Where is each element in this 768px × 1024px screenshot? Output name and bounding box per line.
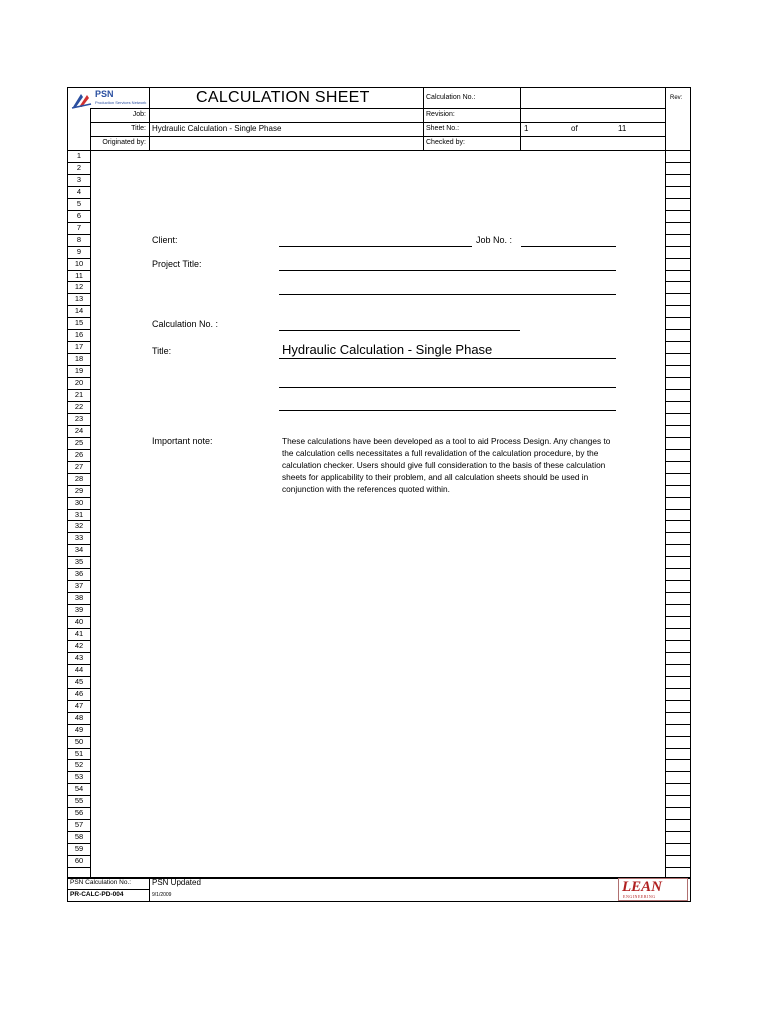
calc-no-body-label: Calculation No. : <box>152 319 219 329</box>
row-number: 26 <box>74 449 84 459</box>
row-number: 38 <box>74 593 84 603</box>
row-number: 12 <box>74 282 84 292</box>
row-number: 39 <box>74 605 84 615</box>
title-field[interactable]: Hydraulic Calculation - Single Phase <box>152 124 282 133</box>
title-label: Title: <box>131 125 146 132</box>
row-number: 7 <box>76 222 82 232</box>
row-number: 46 <box>74 688 84 698</box>
psn-calc-no-label: PSN Calculation No.: <box>70 879 132 886</box>
row-number: 48 <box>74 712 84 722</box>
psn-calc-no-value: PR-CALC-PD-004 <box>70 891 124 898</box>
row-number: 18 <box>74 354 84 364</box>
job-no-field[interactable] <box>521 246 616 247</box>
sheet-no-label: Sheet No.: <box>426 125 460 132</box>
row-number: 36 <box>74 569 84 579</box>
row-number: 60 <box>74 856 84 866</box>
important-note-label: Important note: <box>152 436 213 446</box>
psn-logo <box>71 90 147 110</box>
client-field[interactable] <box>279 246 472 247</box>
row-number: 51 <box>74 748 84 758</box>
row-number: 32 <box>74 521 84 531</box>
row-number: 34 <box>74 545 84 555</box>
row-number: 53 <box>74 772 84 782</box>
row-number: 22 <box>74 401 84 411</box>
important-note-text: These calculations have been developed as a tool to aid Process Design. Any changes to the calculation cells necessitates a full revalidation of the calculation procedure, by the calculation checker. Users should give full consideration to the basis of these calculation sheets for applicability to their problem, and all calculation sheets should be used in conjunction with the references quoted within. <box>282 436 611 494</box>
row-number: 50 <box>74 736 84 746</box>
row-number: 21 <box>74 390 84 399</box>
row-number: 13 <box>74 294 84 304</box>
row-number: 56 <box>74 808 84 818</box>
job-no-label: Job No. : <box>476 235 513 245</box>
row-number: 2 <box>76 162 82 172</box>
row-number: 58 <box>74 832 84 842</box>
row-number: 15 <box>74 318 84 328</box>
row-number: 8 <box>76 234 82 244</box>
row-number: 14 <box>74 306 84 316</box>
row-number: 43 <box>74 652 84 662</box>
row-number: 4 <box>76 186 82 196</box>
row-number: 59 <box>74 844 84 854</box>
calculation-sheet <box>67 87 691 902</box>
row-number: 25 <box>74 437 84 447</box>
psn-logo-icon <box>71 90 93 110</box>
row-number: 55 <box>74 796 84 806</box>
row-number: 3 <box>76 174 82 184</box>
row-number: 6 <box>76 210 82 220</box>
psn-logo-text: PSN <box>95 89 114 99</box>
row-number: 24 <box>74 425 84 435</box>
title-body-value: Hydraulic Calculation - Single Phase <box>282 342 493 357</box>
row-number: 28 <box>74 473 84 483</box>
project-title-field-2[interactable] <box>279 294 616 295</box>
row-number: 42 <box>74 640 84 650</box>
title-body-label: Title: <box>152 346 172 356</box>
row-number: 57 <box>74 820 84 830</box>
calc-no-body-field[interactable] <box>279 330 520 331</box>
row-number: 17 <box>74 342 84 352</box>
date-text: 9/1/2009 <box>152 892 172 898</box>
sheet-of-label: of <box>571 124 578 133</box>
row-number: 20 <box>74 378 84 388</box>
row-number: 31 <box>74 509 84 519</box>
lean-engineering-logo <box>618 878 688 901</box>
job-label: Job: <box>132 111 146 118</box>
calc-no-label: Calculation No.: <box>426 94 476 101</box>
project-title-label: Project Title: <box>152 259 202 269</box>
row-number: 10 <box>74 258 84 268</box>
title-body-field-2[interactable] <box>279 387 616 388</box>
revision-label: Revision: <box>426 111 455 118</box>
lean-logo-subtext: ENGINEERING <box>623 894 656 899</box>
row-number: 47 <box>74 700 84 710</box>
row-number: 35 <box>74 557 84 567</box>
row-number: 5 <box>76 198 82 208</box>
row-number: 11 <box>75 270 83 280</box>
sheet-total-field[interactable]: 11 <box>618 124 627 133</box>
originated-label: Originated by: <box>102 139 146 146</box>
psn-logo-subtext: Production Services Network <box>95 100 147 105</box>
row-number: 40 <box>74 617 84 627</box>
row-number: 30 <box>74 497 84 507</box>
client-label: Client: <box>152 235 178 245</box>
row-number: 33 <box>74 533 84 543</box>
row-number: 41 <box>74 629 84 638</box>
row-number: 19 <box>74 366 84 376</box>
title-body-field-1[interactable] <box>279 358 616 359</box>
row-number: 49 <box>74 724 84 734</box>
row-number: 54 <box>74 784 84 794</box>
sheet-no-field[interactable]: 1 <box>524 124 529 133</box>
row-number: 45 <box>74 676 84 686</box>
page-title: CALCULATION SHEET <box>196 89 370 106</box>
row-number: 44 <box>74 664 84 674</box>
row-number: 29 <box>74 485 84 495</box>
checked-label: Checked by: <box>426 139 465 146</box>
row-number: 52 <box>74 760 84 770</box>
row-number: 37 <box>74 581 84 591</box>
row-number: 16 <box>74 330 84 340</box>
row-number: 23 <box>74 413 84 423</box>
status-text: PSN Updated <box>152 878 201 887</box>
project-title-field-1[interactable] <box>279 270 616 271</box>
row-number: 1 <box>76 151 82 160</box>
lean-logo-text: LEAN <box>622 879 663 895</box>
title-body-field-3[interactable] <box>279 410 616 411</box>
row-number: 9 <box>76 246 82 256</box>
rev-label: Rev: <box>670 95 683 101</box>
row-number: 27 <box>74 461 84 471</box>
